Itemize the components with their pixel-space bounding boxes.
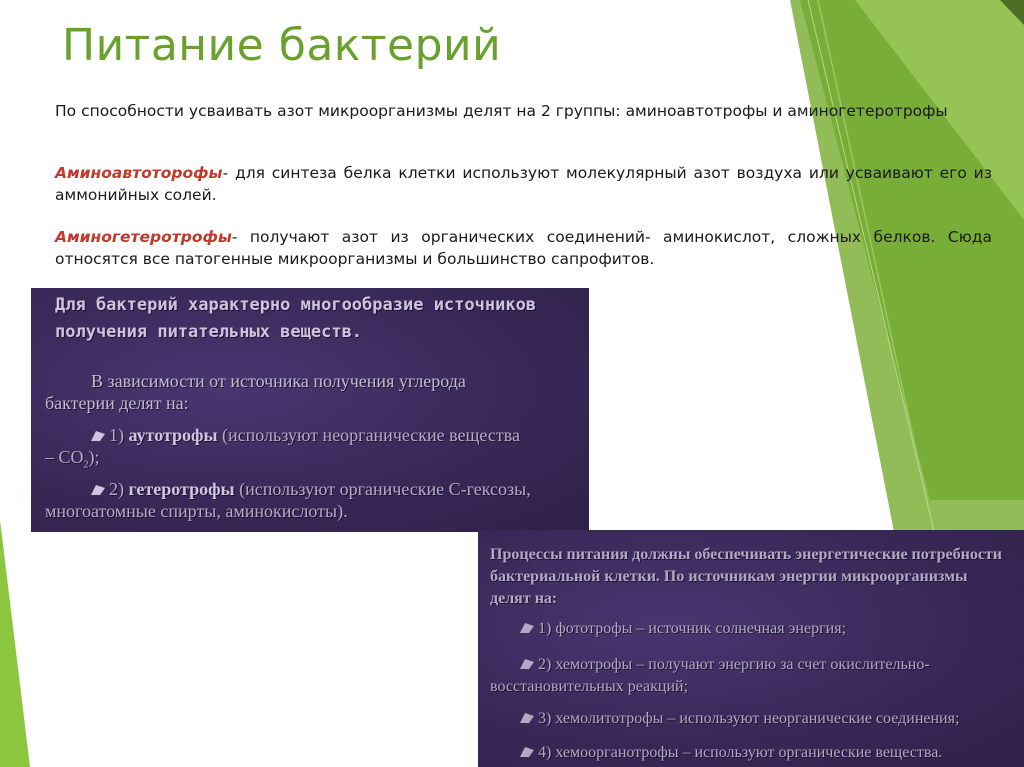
phototroph-text: 1) фототрофы – источник солнечная энергия; (538, 620, 847, 637)
heterotroph-paragraph (55, 226, 992, 270)
phototroph-item (490, 618, 1015, 640)
left-green-sliver (0, 520, 30, 767)
autotroph-paragraph (55, 162, 992, 206)
chemolithotroph-item (490, 708, 1015, 730)
autotroph-sub: 2 (83, 459, 89, 471)
carbon-box-subheading (45, 370, 575, 414)
energy-box-heading: Процессы питания должны обеспечивать энергетические потребности бактериальной клетки. По источникам энергии микроорганизмы делят на: (490, 546, 1002, 607)
page-title: Питание бактерий (62, 20, 502, 71)
bullet-icon (520, 747, 534, 757)
intro-text: По способности усваивать азот микроорганизмы делят на 2 группы: аминоавтотрофы и аминогетеротрофы (55, 102, 948, 120)
energy-source-box (478, 530, 1024, 767)
chemoorganotroph-item (490, 742, 1015, 764)
aminoheterotroph-term: Аминогетеротрофы (55, 228, 232, 246)
bullet-icon (520, 623, 534, 633)
autotroph-desc-b: – CO (45, 447, 84, 467)
chemoorganotroph-text: 4) хемоорганотрофы – используют органические вещества. (538, 744, 943, 761)
chemolithotroph-text: 3) хемолитотрофы – используют неорганические соединения; (538, 710, 960, 727)
autotroph-term: аутотрофы (128, 425, 218, 445)
bullet-icon (91, 431, 105, 441)
autotroph-item-cont (45, 446, 575, 477)
intro-paragraph (55, 100, 992, 122)
carbon-sub-line-2: бактерии делят на: (45, 393, 189, 413)
autotroph-desc-c: ); (88, 447, 100, 467)
autotroph-num: 1) (109, 425, 124, 445)
heterotroph-desc-b: многоатомные спирты, аминокислоты). (45, 501, 348, 521)
autotroph-desc-a: (используют неорганические вещества (222, 425, 520, 445)
heterotroph-item-cont (45, 500, 575, 522)
chemotroph-text: 2) хемотрофы – получают энергию за счет окислительно-восстановительных реакций; (490, 656, 930, 695)
chemotroph-item (490, 654, 1015, 698)
aminoautotroph-text: - для синтеза белка клетки используют молекулярный азот воздуха или усваивают его из аммонийных солей. (55, 164, 992, 204)
autotroph-item (91, 424, 581, 446)
carbon-sub-line-1: В зависимости от источника получения углерода (91, 371, 466, 391)
heterotroph-desc-a: (используют органические С-гексозы, (239, 479, 531, 499)
bullet-icon (91, 485, 105, 495)
carbon-box-heading: Для бактерий характерно многообразие источников получения питательных веществ. (55, 295, 537, 342)
bullet-icon (520, 659, 534, 669)
heterotroph-item (91, 478, 581, 500)
bullet-icon (520, 713, 534, 723)
heterotroph-num: 2) (109, 479, 124, 499)
heterotroph-term: гетеротрофы (128, 479, 235, 499)
aminoheterotroph-text: - получают азот из органических соединений- аминокислот, сложных белков. Сюда относятся все патогенные микроорганизмы и большинство сапрофитов. (55, 228, 992, 268)
carbon-source-box (31, 288, 589, 532)
aminoautotroph-term: Аминоавтоторофы (55, 164, 223, 182)
